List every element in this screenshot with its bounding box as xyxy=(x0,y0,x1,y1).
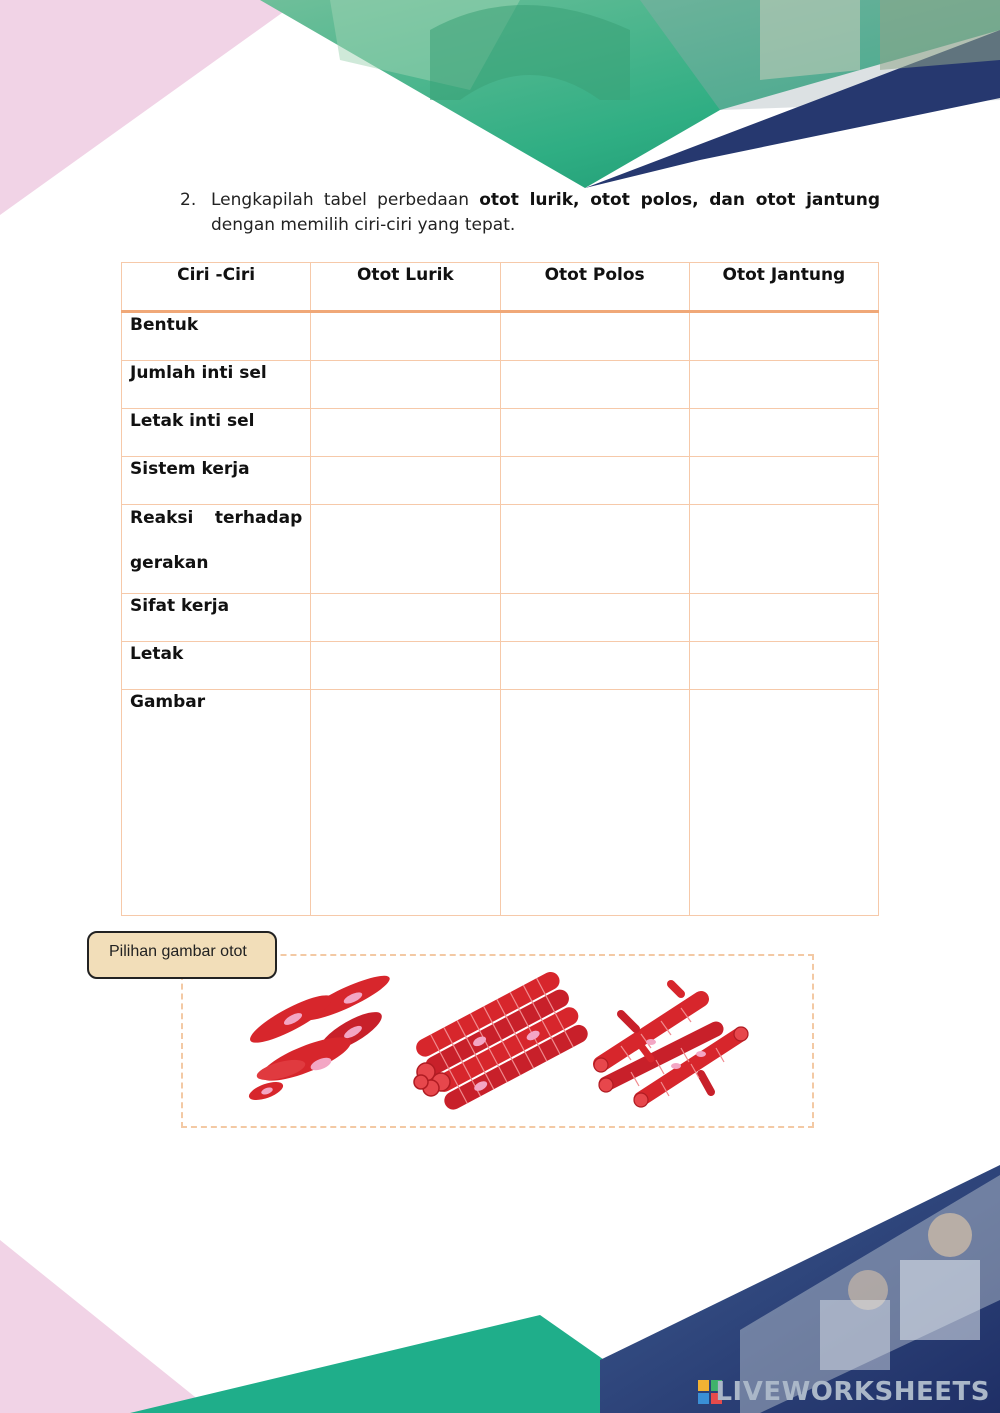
image-drop-cell[interactable] xyxy=(500,690,689,916)
answer-cell[interactable] xyxy=(500,594,689,642)
answer-cell[interactable] xyxy=(500,642,689,690)
row-label-letak-inti: Letak inti sel xyxy=(122,409,311,457)
table-row xyxy=(122,361,879,409)
choices-label: Pilihan gambar otot xyxy=(87,931,277,979)
question-prompt xyxy=(180,188,880,238)
comparison-table xyxy=(121,262,879,916)
table-row xyxy=(122,505,879,594)
table-row xyxy=(122,312,879,361)
row-label-bentuk: Bentuk xyxy=(122,312,311,361)
smooth-muscle-image[interactable] xyxy=(245,969,394,1104)
table-row xyxy=(122,594,879,642)
answer-cell[interactable] xyxy=(689,312,878,361)
row-label-sifat-kerja: Sifat kerja xyxy=(122,594,311,642)
header-banner xyxy=(0,0,1000,215)
cardiac-muscle-image[interactable] xyxy=(594,984,748,1107)
table-row xyxy=(122,642,879,690)
answer-cell[interactable] xyxy=(311,312,500,361)
row-label-gambar: Gambar xyxy=(122,690,311,916)
table-row xyxy=(122,457,879,505)
answer-cell[interactable] xyxy=(500,312,689,361)
answer-cell[interactable] xyxy=(500,505,689,594)
answer-cell[interactable] xyxy=(689,505,878,594)
row-label-letak: Letak xyxy=(122,642,311,690)
answer-cell[interactable] xyxy=(311,594,500,642)
answer-cell[interactable] xyxy=(500,457,689,505)
answer-cell[interactable] xyxy=(689,409,878,457)
header-ciri: Ciri -Ciri xyxy=(122,263,311,312)
question-number: 2. xyxy=(180,190,197,210)
skeletal-muscle-image[interactable] xyxy=(413,969,591,1113)
row-label-sistem-kerja: Sistem kerja xyxy=(122,457,311,505)
answer-cell[interactable] xyxy=(311,409,500,457)
footer-banner xyxy=(0,1165,1000,1413)
header-otot-lurik: Otot Lurik xyxy=(311,263,500,312)
answer-cell[interactable] xyxy=(311,457,500,505)
answer-cell[interactable] xyxy=(311,505,500,594)
row-label-jumlah-inti: Jumlah inti sel xyxy=(122,361,311,409)
image-drop-cell[interactable] xyxy=(689,690,878,916)
question-emphasis: otot lurik, otot polos, dan otot jantung xyxy=(479,190,881,210)
answer-cell[interactable] xyxy=(689,361,878,409)
header-otot-jantung: Otot Jantung xyxy=(689,263,878,312)
answer-cell[interactable] xyxy=(500,361,689,409)
answer-cell[interactable] xyxy=(311,361,500,409)
answer-cell[interactable] xyxy=(689,594,878,642)
row-label-reaksi: Reaksi terhadap gerakan xyxy=(122,505,311,594)
answer-cell[interactable] xyxy=(689,642,878,690)
watermark: LIVEWORKSHEETS xyxy=(715,1377,990,1407)
table-row xyxy=(122,409,879,457)
header-otot-polos: Otot Polos xyxy=(500,263,689,312)
answer-cell[interactable] xyxy=(311,642,500,690)
question-text: Lengkapilah tabel perbedaan otot lurik, otot polos, dan otot jantung dengan memilih ciri-ciri yang tepat. xyxy=(211,190,881,235)
answer-cell[interactable] xyxy=(500,409,689,457)
table-header-row xyxy=(122,263,879,312)
image-drop-cell[interactable] xyxy=(311,690,500,916)
table-row xyxy=(122,690,879,916)
muscle-choices xyxy=(181,954,814,1128)
answer-cell[interactable] xyxy=(689,457,878,505)
